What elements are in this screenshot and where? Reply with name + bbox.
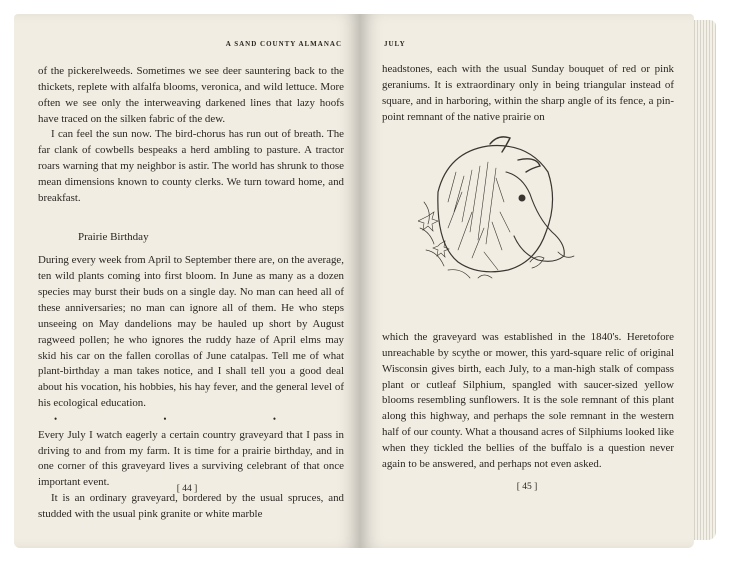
right-page-text-bottom (382, 330, 674, 473)
page-number: [ 44 ] (176, 484, 198, 494)
page-edges (694, 20, 716, 540)
running-head: A SAND COUNTY ALMANAC (225, 40, 342, 48)
left-page (14, 14, 360, 548)
paragraph: Every July I watch eagerly a certain country graveyard that I pass in driving to and from my farm. It is time for a prairie birthday, and in one corner of this graveyard lives a surviving celebrant of that once important event. (38, 428, 344, 489)
left-page-text (38, 64, 344, 523)
paragraph: which the graveyard was established in the 1840's. Heretofore unreachable by scythe or mower, this yard-square relic of original Wisconsin gives birth, each July, to a man-high stalk of compass plant or cutleaf Silphium, spangled with saucer-sized yellow blooms resembling sunflowers. It is the sole remnant of this plant along this highway, and perhaps the sole remnant in the western half of our county. What a thousand acres of Silphiums looked like when they tickled the bellies of the buffalo is a question never again to be answered, and perhaps not even asked. (382, 331, 674, 470)
right-page-text-top (382, 62, 674, 125)
section-separator: • • • (54, 413, 328, 424)
paragraph: of the pickerelweeds. Sometimes we see deer sauntering back to the thickets, replete with alfalfa blooms, veronica, and wild lettuce. More often we see only the interweaving darkened lines that lazy hoofs have traced on the silken fabric of the dew. (38, 65, 344, 125)
section-heading: Prairie Birthday (78, 230, 149, 243)
paragraph: During every week from April to September there are, on the average, ten wild plants coming into first bloom. In June as many as a dozen species may burst their buds on a single day. No man can heed all of these anniversaries; no man can ignore all of them. He who steps unseeing on May dandelions may be hauled up short by August ragweed pollen; he who ignores the ruddy haze of April elms may skid his car on the fallen corollas of June catalpas. Tell me of what plant-birthday a man takes notice, and I shall tell you a good deal about his vocation, his hobbies, his hay fever, and the general level of his ecological education. (38, 254, 344, 410)
bison-head-illustration (418, 132, 578, 282)
right-page (360, 14, 694, 548)
running-head: JULY (384, 40, 406, 48)
paragraph: I can feel the sun now. The bird-chorus has run out of breath. The far clank of cowbells bespeaks a herd ambling to pasture. A tractor roars warning that my neighbor is astir. The world has shrunk to those mean dimensions known to county clerks. We turn toward home, and breakfast. (38, 128, 344, 204)
page-number: [ 45 ] (516, 482, 538, 492)
paragraph: headstones, each with the usual Sunday bouquet of red or pink geraniums. It is extraordinary only in being triangular instead of square, and in harboring, within the sharp angle of its fence, a pin-point remnant of the native prairie on (382, 63, 674, 123)
paragraph: It is an ordinary graveyard, bordered by the usual spruces, and studded with the usual pink granite or white marble (38, 492, 344, 520)
open-book (14, 14, 716, 548)
